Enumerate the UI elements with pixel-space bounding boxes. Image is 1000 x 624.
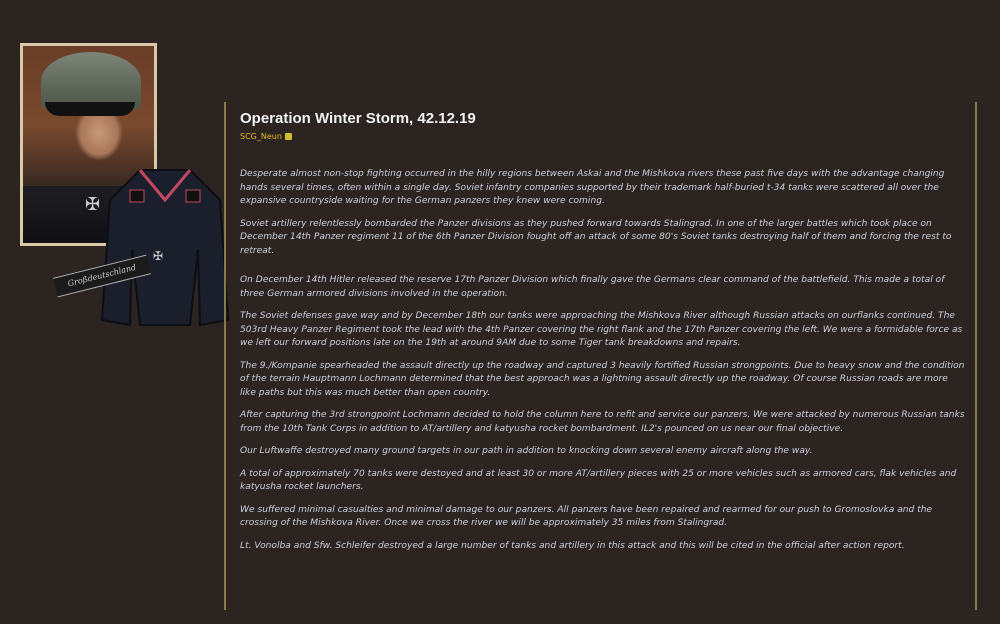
author-badge-icon bbox=[285, 133, 292, 140]
post-paragraph: On December 14th Hitler released the reserve 17th Panzer Division which finally gave the Germans clear command of the battlefield. This made a total of three German armored divisions involved in the operation. bbox=[240, 275, 945, 299]
post-paragraph: After capturing the 3rd strongpoint Lochmann decided to hold the column here to refit and service our panzers. We were attacked by numerous Russian tanks from the 10th Tank Corps in addition to AT/artillery and katyusha rocket bombardment. IL2's pounced on us near our final objective. bbox=[240, 410, 965, 434]
cap-visor bbox=[45, 102, 135, 116]
post-paragraph: The Soviet defenses gave way and by December 18th our tanks were approaching the Mishkova River although Russian attacks on ourflanks continued. The 503rd Heavy Panzer Regiment took the lead with the 4th Panzer covering the right flank and the 17th Panzer covering the left. We were a formidable force as we left our forward positions late on the 19th at around 9AM due to some Tiger tank breakdowns and repairs. bbox=[240, 311, 963, 348]
post-paragraph: Soviet artillery relentlessly bombarded the Panzer divisions as they pushed forward towards Stalingrad. In one of the larger battles which took place on December 14th Panzer regiment 11 of the 6th Panzer Division fought off an attack of some 80's Soviet tanks destroying half of them and forcing the rest to retreat. bbox=[240, 218, 952, 256]
panzer-jacket-icon bbox=[100, 160, 230, 328]
author-name[interactable]: SCG_Neun bbox=[240, 132, 282, 141]
post-divider-right bbox=[975, 102, 977, 610]
knights-cross-icon: ✠ bbox=[85, 194, 101, 215]
post-author[interactable] bbox=[240, 132, 965, 141]
post-paragraph: We suffered minimal casualties and minimal damage to our panzers. All panzers have been repaired and rearmed for our push to Gromoslovka and the crossing of the Mishkova River. Once we cross the river we will be approximately 35 miles from Stalingrad. bbox=[240, 504, 933, 528]
post-body bbox=[240, 168, 965, 553]
post-title[interactable]: Operation Winter Storm, 42.12.19 bbox=[240, 110, 476, 127]
post-paragraph: A total of approximately 70 tanks were destoyed and at least 30 or more AT/artillery pieces with 25 or more vehicles such as armored cars, flak vehicles and katyusha rocket launchers. bbox=[240, 468, 957, 492]
post-paragraph: Lt. Vonolba and Sfw. Schleifer destroyed a large number of tanks and artillery in this attack and this will be cited in the official after action report. bbox=[240, 540, 905, 551]
blog-post bbox=[240, 110, 965, 562]
post-paragraph: Our Luftwaffe destroyed many ground targets in our path in addition to knocking down several enemy aircraft along the way. bbox=[240, 446, 813, 456]
cuff-title-grossdeutschland: Großdeutschland bbox=[53, 255, 151, 298]
svg-text:✠: ✠ bbox=[153, 249, 164, 263]
post-divider-left bbox=[224, 102, 226, 610]
post-paragraph: Desperate almost non-stop fighting occurred in the hilly regions between Askai and the Mishkova rivers these past five days with the advantage changing hands several times, often within a single day. Soviet infantry companies supported by their trademark half-buried t-34 tanks were scattered all over the expansive countryside waiting for the German panzers they knew were coming. bbox=[240, 169, 945, 206]
post-paragraph: The 9./Kompanie spearheaded the assault directly up the roadway and captured 3 heavily fortified Russian strongpoints. Due to heavy snow and the condition of the terrain Hauptmann Lochmann determined that the best approach was a lightning assault directly up the roadway. Of course Russian roads are more like paths but this was much better than open country. bbox=[240, 360, 965, 398]
